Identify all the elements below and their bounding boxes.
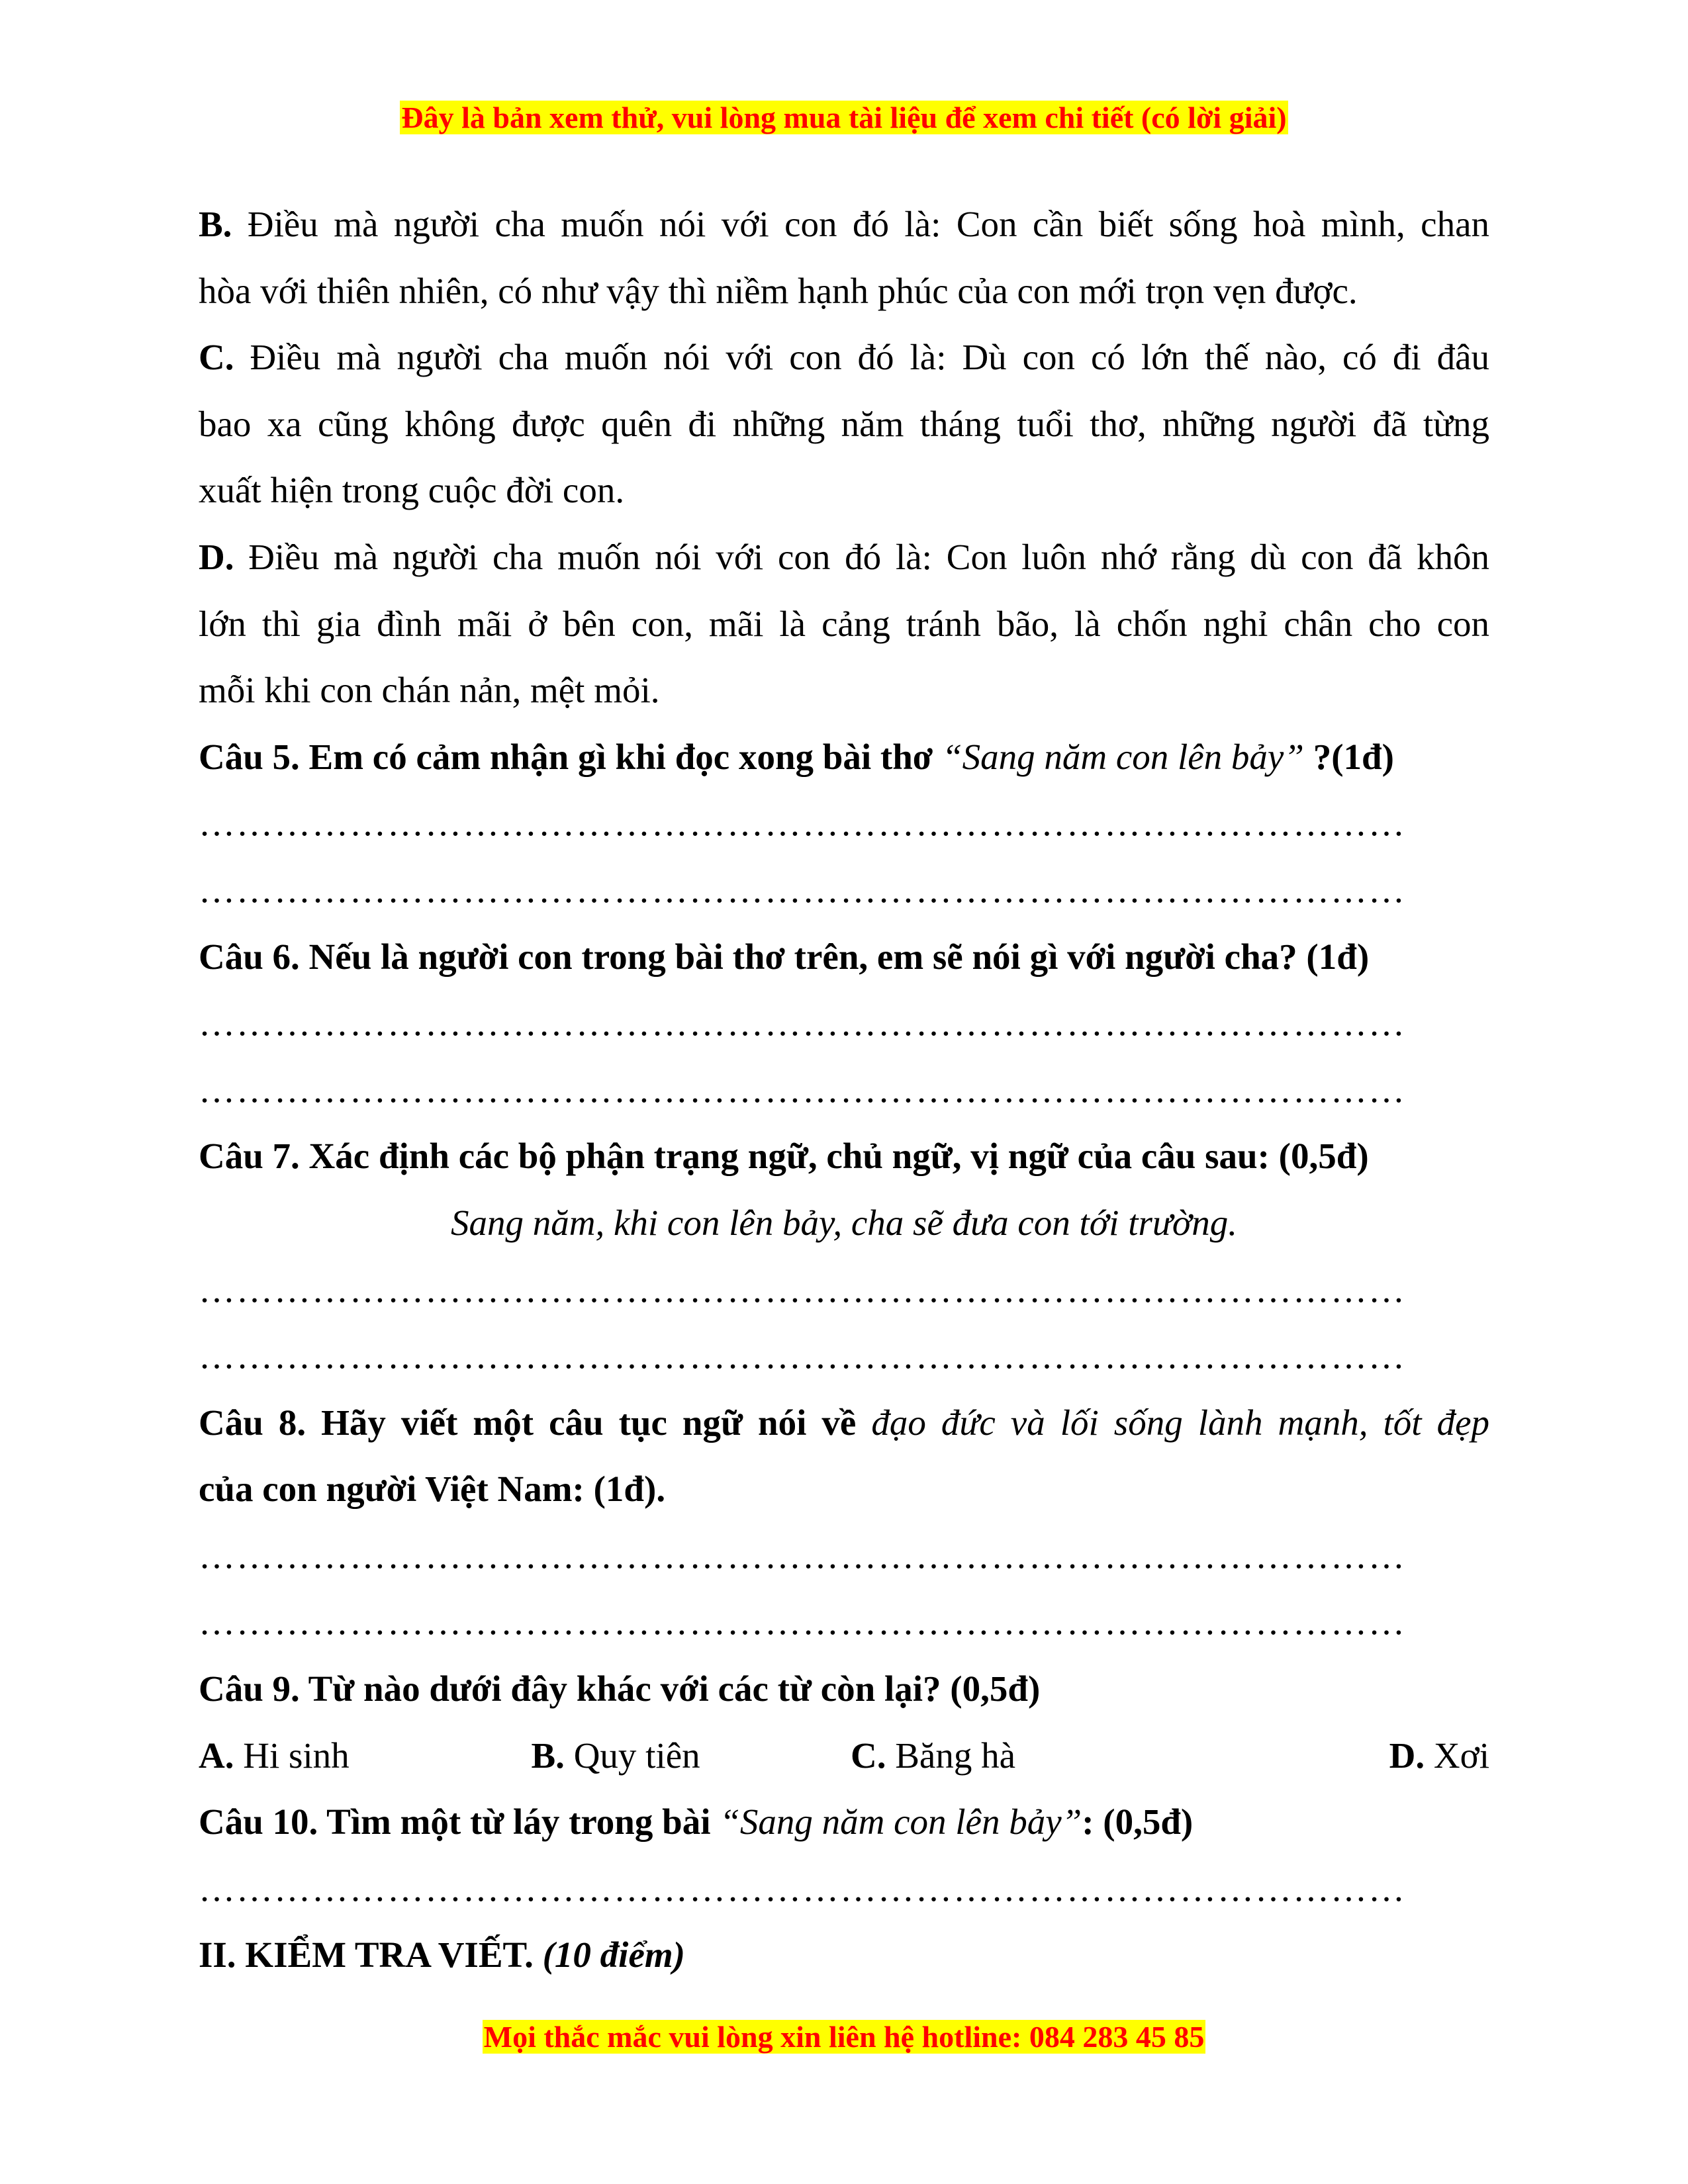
q9-choice-d-text: Xơi <box>1425 1735 1489 1776</box>
question-8-line-2 <box>199 1456 1489 1523</box>
option-d-label: D. <box>199 536 234 577</box>
option-b-line-1 <box>199 191 1489 258</box>
question-10 <box>199 1789 1489 1856</box>
preview-banner-text: Đây là bản xem thử, vui lòng mua tài liệu để xem chi tiết (có lời giải) <box>401 101 1287 134</box>
q6-text: Câu 6. Nếu là người con trong bài thơ trên, em sẽ nói gì với người cha? (1đ) <box>199 936 1370 977</box>
q10-poem-title: “Sang năm con lên bảy” <box>720 1801 1082 1843</box>
hotline-banner-text: Mọi thắc mắc vui lòng xin liên hệ hotline: 084 283 45 85 <box>483 2020 1205 2054</box>
q9-choice-c-text: Băng hà <box>886 1735 1015 1776</box>
q8-bold-a: Câu 8. Hãy viết một câu tục ngữ nói về <box>199 1402 872 1443</box>
q5-bold-a: Câu 5. Em có cảm nhận gì khi đọc xong bài thơ <box>199 736 943 777</box>
answer-line[interactable]: …………………………………………………………………………………… <box>199 1336 1406 1377</box>
q7-sentence <box>199 1190 1489 1257</box>
q9-choices <box>199 1723 1489 1790</box>
question-6 <box>199 924 1489 991</box>
q9-choice-a[interactable] <box>199 1723 518 1790</box>
option-b-text-1: Điều mà người cha muốn nói với con đó là: Con cần biết sống hoà mình, chan <box>232 204 1489 244</box>
option-d-line-1 <box>199 524 1489 591</box>
section-2-title: II. KIỂM TRA VIẾT. <box>199 1934 543 1976</box>
q5-poem-title: “Sang năm con lên bảy” <box>942 736 1304 777</box>
q9-choice-b-label: B. <box>531 1735 565 1776</box>
section-2-points: (10 điểm) <box>542 1934 685 1976</box>
answer-line[interactable]: …………………………………………………………………………………… <box>199 1868 1406 1909</box>
q9-choice-c[interactable] <box>851 1723 1170 1790</box>
answer-line[interactable]: …………………………………………………………………………………… <box>199 1269 1406 1310</box>
option-b-label: B. <box>199 204 232 244</box>
answer-line[interactable]: …………………………………………………………………………………… <box>199 869 1406 910</box>
option-c-line-1 <box>199 324 1489 391</box>
q7-sentence-text: Sang năm, khi con lên bảy, cha sẽ đưa con tới trường. <box>451 1202 1237 1243</box>
q10-bold-b: : (0,5đ) <box>1082 1801 1194 1843</box>
option-c-line-2: bao xa cũng không được quên đi những năm tháng tuổi thơ, những người đã từng <box>199 403 1489 444</box>
section-2-heading <box>199 1922 1489 1989</box>
answer-line[interactable]: …………………………………………………………………………………… <box>199 1602 1406 1643</box>
question-7 <box>199 1123 1489 1190</box>
question-8-line-1 <box>199 1390 1489 1457</box>
q9-choice-b-text: Quy tiên <box>564 1735 700 1776</box>
q7-text: Câu 7. Xác định các bộ phận trạng ngữ, chủ ngữ, vị ngữ của câu sau: (0,5đ) <box>199 1136 1369 1177</box>
option-c-line-3: xuất hiện trong cuộc đời con. <box>199 470 625 511</box>
question-5 <box>199 724 1489 791</box>
q5-bold-b: ?(1đ) <box>1303 736 1394 777</box>
preview-banner <box>0 98 1688 138</box>
option-c-text-1: Điều mà người cha muốn nói với con đó là: Dù con có lớn thế nào, có đi đâu <box>234 337 1489 378</box>
q9-choice-a-label: A. <box>199 1735 234 1776</box>
hotline-banner <box>0 2017 1688 2057</box>
q9-text: Câu 9. Từ nào dưới đây khác với các từ còn lại? (0,5đ) <box>199 1668 1041 1709</box>
option-c-label: C. <box>199 337 234 378</box>
answer-line[interactable]: …………………………………………………………………………………… <box>199 1535 1406 1576</box>
question-9 <box>199 1656 1489 1723</box>
q9-choice-d[interactable] <box>1170 1723 1490 1790</box>
q9-choice-c-label: C. <box>851 1735 886 1776</box>
document-body <box>199 191 1489 1989</box>
q9-choice-b[interactable] <box>518 1723 851 1790</box>
q9-choice-d-label: D. <box>1389 1735 1425 1776</box>
q8-bold-b: của con người Việt Nam: (1đ). <box>199 1469 666 1510</box>
q8-italic: đạo đức và lối sống lành mạnh, tốt đẹp <box>871 1402 1489 1443</box>
answer-line[interactable]: …………………………………………………………………………………… <box>199 1003 1406 1044</box>
q9-choice-a-text: Hi sinh <box>234 1735 350 1776</box>
answer-line[interactable]: …………………………………………………………………………………… <box>199 1069 1406 1110</box>
option-d-line-3: mỗi khi con chán nản, mệt mỏi. <box>199 670 660 711</box>
answer-line[interactable]: …………………………………………………………………………………… <box>199 803 1406 844</box>
option-d-text-1: Điều mà người cha muốn nói với con đó là: Con luôn nhớ rằng dù con đã khôn <box>234 536 1489 577</box>
option-d-line-2: lớn thì gia đình mãi ở bên con, mãi là cảng tránh bão, là chốn nghỉ chân cho con <box>199 603 1489 644</box>
option-b-line-2: hòa với thiên nhiên, có như vậy thì niềm hạnh phúc của con mới trọn vẹn được. <box>199 270 1358 311</box>
q10-bold-a: Câu 10. Tìm một từ láy trong bài <box>199 1801 720 1843</box>
